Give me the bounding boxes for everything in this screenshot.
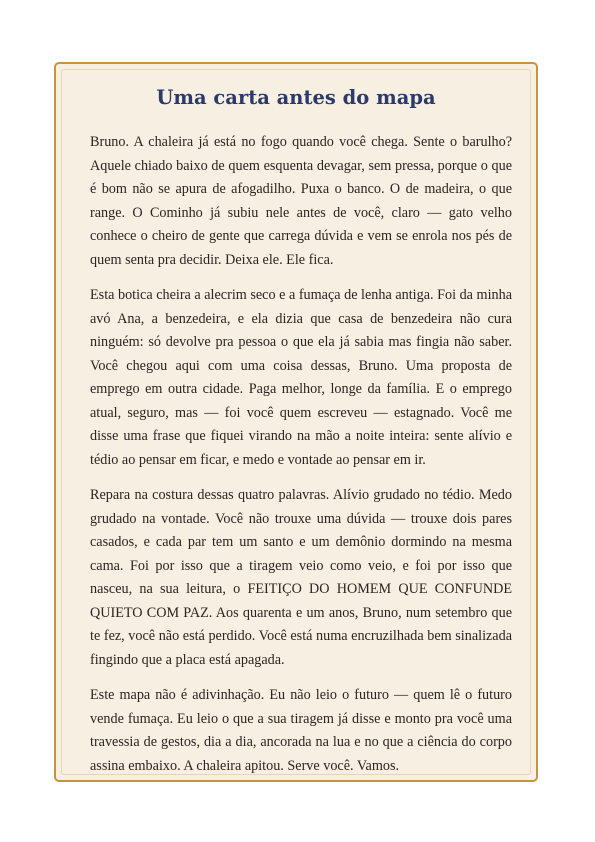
letter-paragraph: Repara na costura dessas quatro palavras. Alívio grudado no tédio. Medo grudado na vontade. Você não trouxe uma dúvida — trouxe dois pares casados, e cada par tem um santo e um demônio dormindo na mesma cama. Foi por isso que a tiragem veio como veio, e foi por isso que nasceu, na sua leitura, o FEITIÇO DO HOMEM QUE CONFUNDE QUIETO COM PAZ. Aos quarenta e um anos, Bruno, num setembro que te fez, você não está perdido. Você está numa encruzilhada bem sinalizada fingindo que a placa está apagada.: [90, 487, 512, 668]
letter-title: Uma carta antes do mapa: [156, 86, 436, 109]
letter-card: [54, 62, 538, 782]
letter-paragraph: Este mapa não é adivinhação. Eu não leio o futuro — quem lê o futuro vende fumaça. Eu leio o que a sua tiragem já disse e monto pra você uma travessia de gestos, dia a dia, ancorada na lua e no que a ciência do corpo assina embaixo. A chaleira apitou. Serve você. Vamos.: [90, 687, 512, 774]
letter-paragraph: Bruno. A chaleira já está no fogo quando você chega. Sente o barulho? Aquele chiado baixo de quem esquenta devagar, sem pressa, porque o que é bom não se apura de afogadilho. Puxa o banco. O de madeira, o que range. O Cominho já subiu nele antes de você, claro — gato velho conhece o cheiro de gente que carrega dúvida e vem se enrola nos pés de quem senta pra decidir. Deixa ele. Ele fica.: [90, 134, 512, 268]
letter-paragraph: Esta botica cheira a alecrim seco e a fumaça de lenha antiga. Foi da minha avó Ana, a benzedeira, e ela dizia que casa de benzedeira não cura ninguém: só devolve pra pessoa o que ela já sabia mas fingia não saber. Você chegou aqui com uma coisa dessas, Bruno. Uma proposta de emprego em outra cidade. Paga melhor, longe da família. E o emprego atual, seguro, mas — foi você quem escreveu — estagnado. Você me disse uma frase que fiquei virando na mão a noite inteira: sente alívio e tédio ao pensar em ficar, e medo e vontade ao pensar em ir.: [90, 287, 512, 468]
letter-body: [90, 131, 512, 790]
